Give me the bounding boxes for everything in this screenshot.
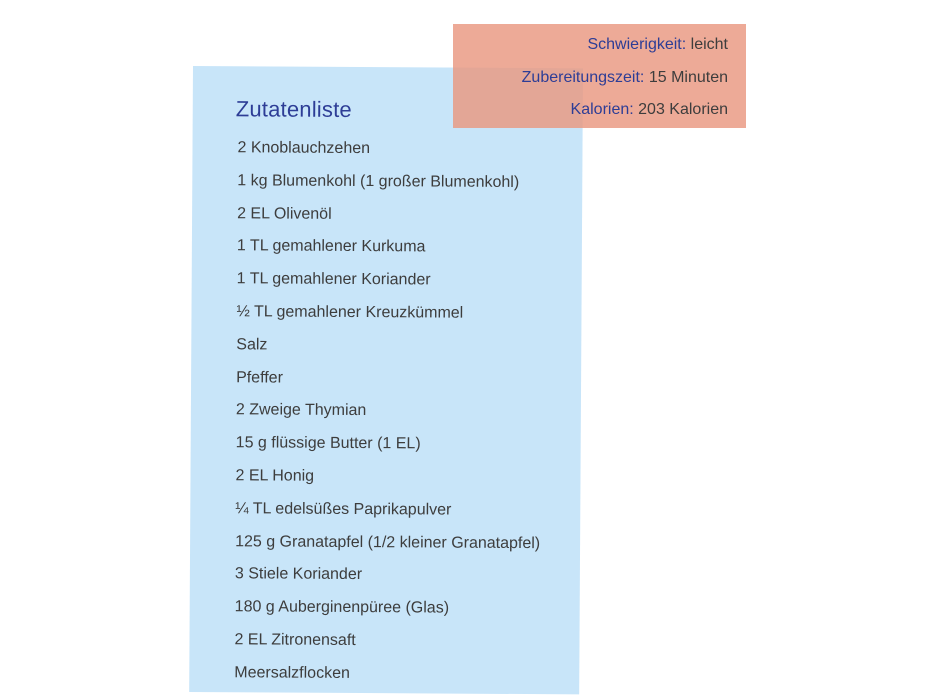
ingredient-item: 2 Zweige Thymian [235,401,367,420]
calories-value: 203 Kalorien [638,101,728,118]
ingredient-item: Meersalzflocken [234,664,350,682]
ingredient-item: 1 TL gemahlener Kurkuma [236,237,426,256]
ingredient-item: 3 Stiele Koriander [234,565,363,584]
ingredients-list [234,132,542,691]
ingredient-item: ½ TL gemahlener Kreuzkümmel [236,303,464,322]
prep-time-value: 15 Minuten [648,68,728,86]
ingredient-item: 15 g flüssige Butter (1 EL) [235,434,421,453]
ingredient-item: Pfeffer [236,368,283,387]
prep-time-label: Zubereitungszeit: [521,68,645,86]
ingredient-item: 1 kg Blumenkohl (1 großer Blumenkohl) [237,172,520,191]
difficulty-value: leicht [690,36,728,53]
ingredient-item: 2 EL Honig [235,467,315,485]
calories-label: Kalorien: [570,101,634,118]
ingredient-item: Salz [236,336,268,354]
ingredient-item: 180 g Auberginenpüree (Glas) [234,598,450,617]
ingredient-item: 2 Knoblauchzehen [237,139,371,158]
recipe-info-card [453,24,746,128]
ingredient-item: 2 EL Zitronensaft [234,631,356,649]
ingredients-title: Zutatenliste [235,96,352,122]
ingredient-item: ¼ TL edelsüßes Paprikapulver [235,500,452,519]
calories-row [453,94,728,127]
prep-time-row [453,62,728,95]
ingredient-item: 2 EL Olivenöl [237,204,332,223]
difficulty-row [453,29,728,62]
ingredients-panel [189,66,583,694]
difficulty-label: Schwierigkeit: [587,36,687,53]
ingredient-item: 1 TL gemahlener Koriander [236,270,431,289]
ingredient-item: 125 g Granatapfel (1/2 kleiner Granatapfel) [235,532,541,552]
